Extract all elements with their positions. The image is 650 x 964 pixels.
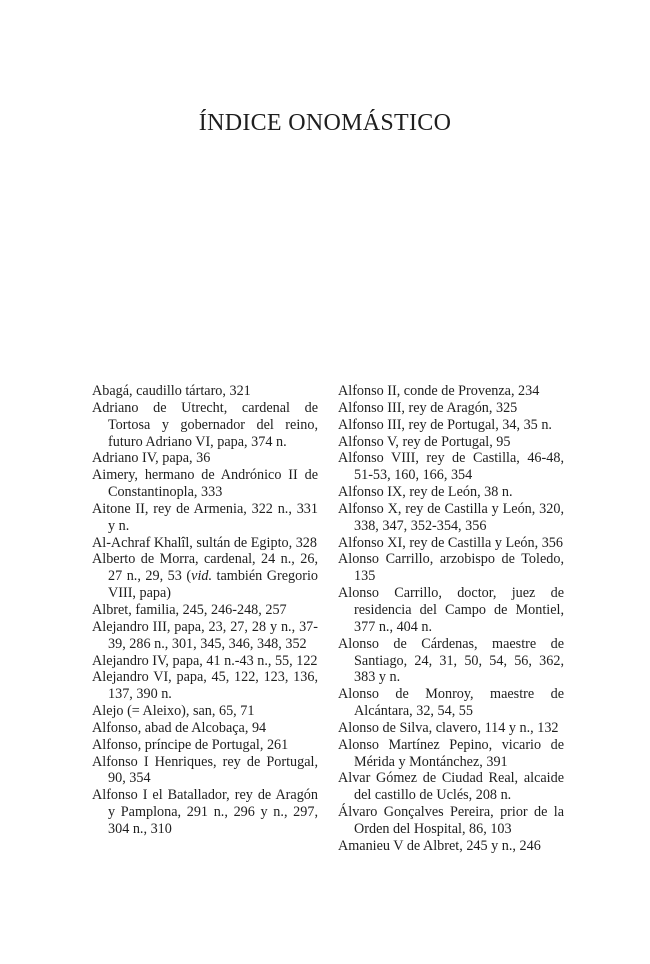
index-entry [92, 720, 318, 737]
index-entry [92, 501, 318, 535]
index-entry [92, 400, 318, 451]
index-entry [338, 417, 564, 434]
index-entry [92, 787, 318, 838]
index-entry-text: Alfonso III, rey de Portugal, 34, 35 n. [338, 416, 552, 433]
index-entry-text: Alfonso IX, rey de León, 38 n. [338, 484, 513, 501]
index-entry-text: Amanieu V de Albret, 245 y n., 246 [338, 837, 541, 854]
index-entry-text: Alejandro VI, papa, 45, 122, 123, 136, 137, 390 n. [92, 669, 318, 703]
index-entry-text: Adriano de Utrecht, cardenal de Tortosa y gobernador del reino, futuro Adriano VI, papa, 374 n. [92, 399, 318, 450]
index-entry-text: Alonso de Cárdenas, maestre de Santiago, 24, 31, 50, 54, 56, 362, 383 y n. [338, 635, 564, 686]
index-column-left [92, 383, 318, 838]
index-entry [338, 434, 564, 451]
index-entry-text: Alejandro IV, papa, 41 n.-43 n., 55, 122 [92, 652, 318, 669]
index-entry [338, 737, 564, 771]
index-entry [338, 804, 564, 838]
index-entry-text: Alfonso, príncipe de Portugal, 261 [92, 736, 289, 753]
index-entry-text: Adriano IV, papa, 36 [92, 450, 211, 467]
index-entry-text: Alfonso II, conde de Provenza, 234 [338, 383, 540, 399]
index-entry [92, 737, 318, 754]
index-entry [92, 467, 318, 501]
index-entry [92, 602, 318, 619]
index-entry [338, 636, 564, 687]
index-entry-text: Alonso Martínez Pepino, vicario de Mérida y Montánchez, 391 [338, 736, 564, 770]
cross-reference-abbr: vid. [191, 568, 213, 585]
index-entry [92, 551, 318, 602]
index-entry-text: Alfonso XI, rey de Castilla y León, 356 [338, 534, 563, 551]
index-entry-text: Alejo (= Aleixo), san, 65, 71 [92, 703, 255, 720]
index-entry [92, 754, 318, 788]
index-entry-text: Alvar Gómez de Ciudad Real, alcaide del castillo de Uclés, 208 n. [338, 770, 564, 804]
index-entry [92, 535, 318, 552]
index-entry-text: Aitone II, rey de Armenia, 322 n., 331 y n. [92, 500, 318, 534]
index-entry-text: Al-Achraf Khalîl, sultán de Egipto, 328 [92, 534, 317, 551]
index-entry [338, 770, 564, 804]
index-entry-text: Alfonso VIII, rey de Castilla, 46-48, 51-53, 160, 166, 354 [338, 450, 564, 484]
index-entry [338, 551, 564, 585]
index-entry-text: Alfonso I el Batallador, rey de Aragón y Pamplona, 291 n., 296 y n., 297, 304 n., 310 [92, 787, 318, 837]
index-entry [338, 450, 564, 484]
page-title: ÍNDICE ONOMÁSTICO [198, 110, 452, 136]
index-entry [338, 686, 564, 720]
index-entry-text: Alfonso V, rey de Portugal, 95 [338, 433, 511, 450]
index-entry-text: Aimery, hermano de Andrónico II de Constantinopla, 333 [92, 467, 318, 501]
index-entry [338, 720, 564, 737]
index-entry [338, 484, 564, 501]
index-entry-text: Alfonso, abad de Alcobaça, 94 [92, 719, 267, 736]
index-entry [92, 619, 318, 653]
index-entry [92, 653, 318, 670]
index-entry-text: Alonso de Monroy, maestre de Alcántara, 32, 54, 55 [338, 686, 564, 720]
index-entry-text: Alonso de Silva, clavero, 114 y n., 132 [338, 719, 559, 736]
index-column-right [338, 383, 564, 855]
index-entry [338, 535, 564, 552]
index-entry [92, 703, 318, 720]
index-entry [92, 669, 318, 703]
index-entry [338, 383, 564, 400]
index-entry [338, 585, 564, 636]
index-entry-text: Álvaro Gonçalves Pereira, prior de la Orden del Hospital, 86, 103 [338, 804, 564, 837]
index-entry [92, 383, 318, 400]
index-entry-text: Alonso Carrillo, doctor, juez de residencia del Campo de Montiel, 377 n., 404 n. [338, 585, 564, 635]
index-entry [338, 501, 564, 535]
index-entry-text: Alfonso I Henriques, rey de Portugal, 90, 354 [92, 753, 318, 787]
index-entry-text: Alberto de Morra, cardenal, 24 n., 26, 27 n., 29, 53 (vid. también Gregorio VIII, papa) [92, 551, 318, 602]
index-entry [338, 400, 564, 417]
index-entry-text: Abagá, caudillo tártaro, 321 [92, 383, 251, 399]
index-entry-text: Alfonso III, rey de Aragón, 325 [338, 399, 518, 416]
index-entry-text: Alejandro III, papa, 23, 27, 28 y n., 37-39, 286 n., 301, 345, 346, 348, 352 [92, 618, 318, 652]
index-entry-text: Albret, familia, 245, 246-248, 257 [92, 601, 287, 618]
index-entry-text: Alonso Carrillo, arzobispo de Toledo, 135 [338, 551, 564, 585]
index-entry [92, 450, 318, 467]
index-entry [338, 838, 564, 855]
index-entry-text: Alfonso X, rey de Castilla y León, 320, 338, 347, 352-354, 356 [338, 500, 564, 534]
